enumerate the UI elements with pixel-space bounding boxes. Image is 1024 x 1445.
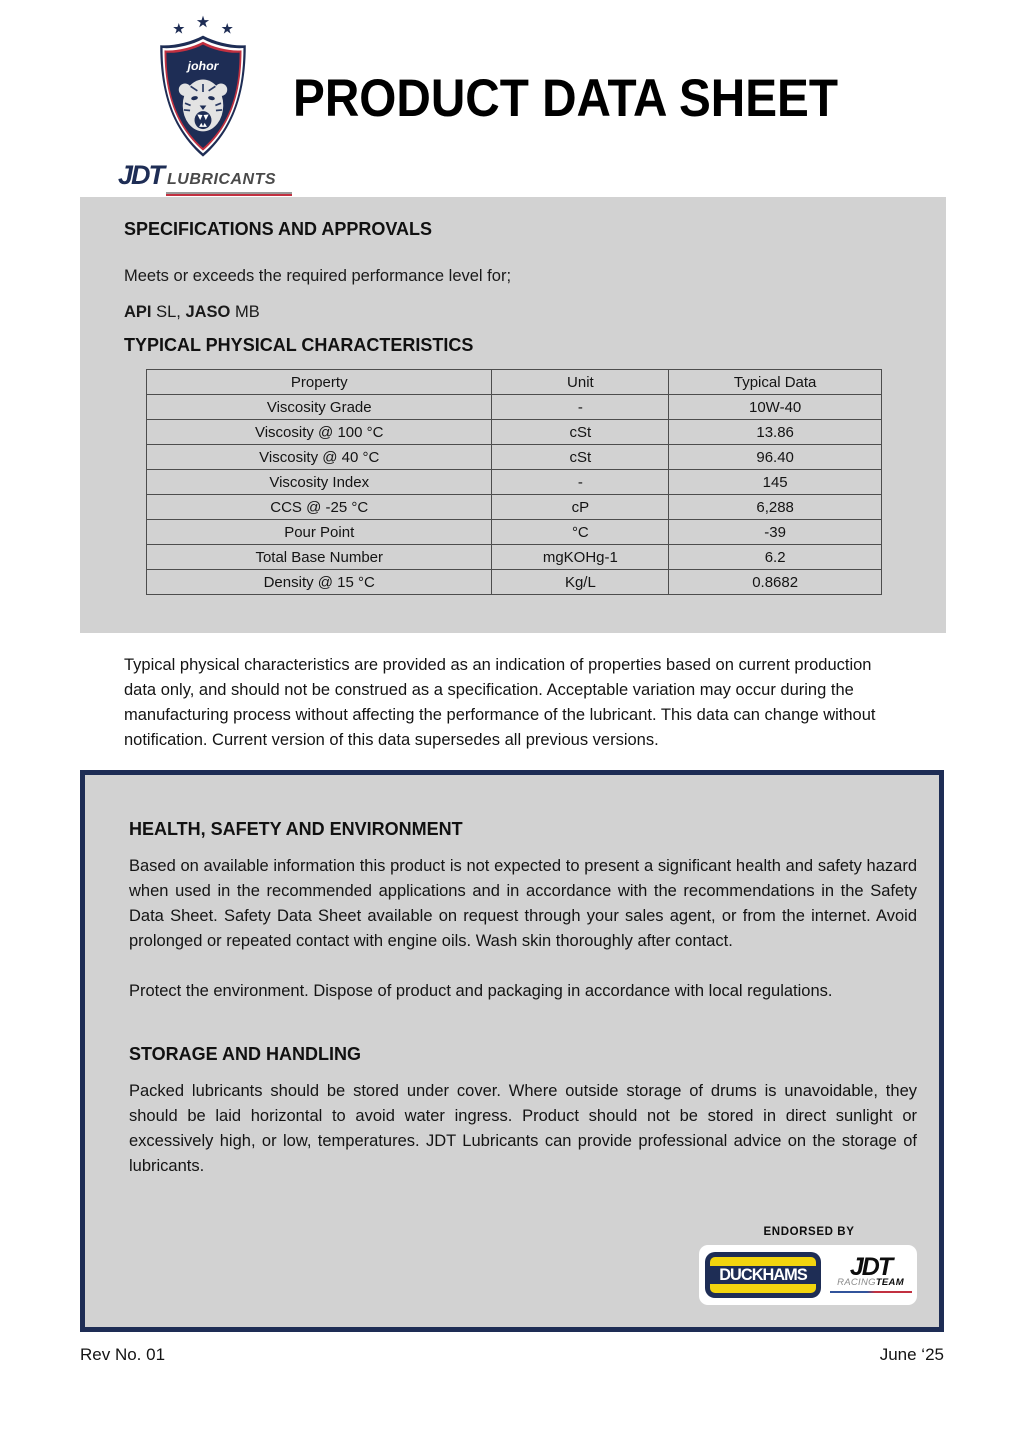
specifications-panel <box>80 197 946 633</box>
storage-heading: STORAGE AND HANDLING <box>129 1044 362 1064</box>
table-cell: 6,288 <box>669 495 882 520</box>
table-row <box>147 395 882 420</box>
revision-number: Rev No. 01 <box>80 1345 166 1364</box>
approval-mb: MB <box>230 303 260 321</box>
endorsement-logo-box <box>699 1245 917 1305</box>
wordmark-underline <box>166 192 292 196</box>
wordmark-lubricants: LUBRICANTS <box>167 171 277 188</box>
disclaimer-paragraph: Typical physical characteristics are provided as an indication of properties based on current production data only, and should not be construed as a specification. Acceptable variation may occur during the manufacturing process without affecting the performance of the lubricant. This data can change without notification. Current version of this data supersedes all previous versions. <box>124 656 876 749</box>
table-cell: cSt <box>492 420 669 445</box>
table-cell: Viscosity @ 100 °C <box>147 420 492 445</box>
page-title: PRODUCT DATA SHEET <box>293 69 839 128</box>
duckhams-logo-text: DUCKHAMS <box>718 1265 807 1284</box>
jdt-racing-underline <box>830 1291 912 1293</box>
table-cell: Density @ 15 °C <box>147 570 492 595</box>
table-cell: - <box>492 470 669 495</box>
approval-api: API <box>124 303 152 321</box>
table-cell: cP <box>492 495 669 520</box>
characteristics-heading: TYPICAL PHYSICAL CHARACTERISTICS <box>124 335 474 355</box>
physical-characteristics-table <box>146 369 882 595</box>
table-row <box>147 420 882 445</box>
table-cell: -39 <box>669 520 882 545</box>
hse-paragraph-1: Based on available information this product is not expected to present a significant health and safety hazard when used in the recommended applications and in accordance with the recommendations in the Safety Data Sheet. Safety Data Sheet available on request through your sales agent, or from the internet. Avoid prolonged or repeated contact with engine oils. Wash skin thoroughly after contact. <box>129 857 917 950</box>
jdt-racing-sub-text <box>830 1278 912 1288</box>
hse-storage-panel <box>80 770 944 1332</box>
jdt-racing-team-logo <box>830 1253 912 1293</box>
column-header-property: Property <box>147 370 492 395</box>
table-cell: Viscosity @ 40 °C <box>147 445 492 470</box>
table-row <box>147 545 882 570</box>
table-cell: Viscosity Grade <box>147 395 492 420</box>
table-cell: 6.2 <box>669 545 882 570</box>
revision-date: June ‘25 <box>879 1345 944 1364</box>
table-cell: - <box>492 395 669 420</box>
johor-crest-icon <box>129 12 277 164</box>
table-cell: Total Base Number <box>147 545 492 570</box>
table-cell: Kg/L <box>492 570 669 595</box>
column-header-typical-data: Typical Data <box>669 370 882 395</box>
table-cell: Viscosity Index <box>147 470 492 495</box>
team-text: TEAM <box>875 1277 904 1288</box>
storage-paragraph: Packed lubricants should be stored under cover. Where outside storage of drums is unavoidable, they should be laid horizontal to avoid water ingress. Product should not be stored in direct sunlight or excessively high, or low, temperatures. JDT Lubricants can provide professional advice on the storage of lubricants. <box>129 1082 917 1175</box>
approval-sl: SL, <box>151 303 186 321</box>
table-cell: cSt <box>492 445 669 470</box>
table-cell: 10W-40 <box>669 395 882 420</box>
johor-crest-logo <box>128 12 278 164</box>
wordmark-jdt: JDT <box>118 160 164 190</box>
duckhams-logo <box>705 1252 821 1298</box>
crest-script-text: johor <box>187 58 219 73</box>
jdt-lubricants-wordmark <box>118 160 298 196</box>
table-cell: °C <box>492 520 669 545</box>
table-cell: CCS @ -25 °C <box>147 495 492 520</box>
endorsement-block <box>699 1226 919 1305</box>
approval-jaso: JASO <box>185 303 231 321</box>
table-cell: 0.8682 <box>669 570 882 595</box>
table-header-row <box>147 370 882 395</box>
table-row <box>147 570 882 595</box>
table-cell: 96.40 <box>669 445 882 470</box>
hse-paragraph-2: Protect the environment. Dispose of product and packaging in accordance with local regulations. <box>129 982 833 1000</box>
table-row <box>147 520 882 545</box>
table-cell: Pour Point <box>147 520 492 545</box>
table-row <box>147 470 882 495</box>
table-row <box>147 495 882 520</box>
approvals-line <box>124 303 914 322</box>
performance-intro: Meets or exceeds the required performance level for; <box>124 267 512 285</box>
table-cell: 13.86 <box>669 420 882 445</box>
column-header-unit: Unit <box>492 370 669 395</box>
table-cell: 145 <box>669 470 882 495</box>
hse-heading: HEALTH, SAFETY AND ENVIRONMENT <box>129 819 463 839</box>
table-row <box>147 445 882 470</box>
specifications-heading: SPECIFICATIONS AND APPROVALS <box>124 219 433 239</box>
table-cell: mgKOHg-1 <box>492 545 669 570</box>
jdt-racing-jdt-text: JDT <box>849 1253 892 1281</box>
racing-text: RACING <box>837 1277 876 1288</box>
endorsed-by-label: ENDORSED BY <box>763 1226 855 1238</box>
